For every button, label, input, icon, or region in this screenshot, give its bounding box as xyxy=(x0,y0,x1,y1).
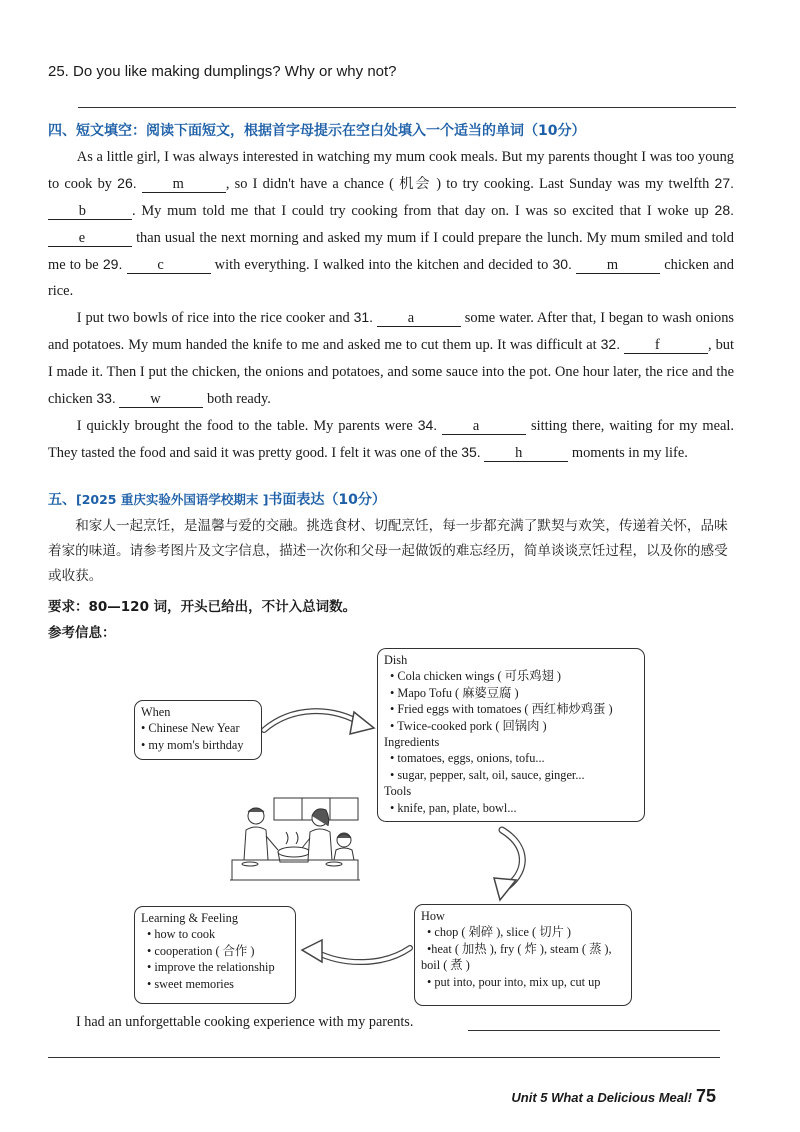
writing-prompt xyxy=(48,514,738,589)
dish-item: • Cola chicken wings ( 可乐鸡翅 ) xyxy=(390,669,561,684)
ingredients-item: • tomatoes, eggs, onions, tofu... xyxy=(390,751,545,766)
blank-number: 28. xyxy=(714,202,734,219)
cloze-passage xyxy=(48,144,734,466)
passage-text: moments in my life. xyxy=(568,445,688,462)
ingredients-item: • sugar, pepper, salt, oil, sauce, ginger... xyxy=(390,767,585,782)
blank-input[interactable]: f xyxy=(624,338,708,354)
blank-number: 35. xyxy=(461,444,481,461)
dish-item: • Twice-cooked pork ( 回锅肉 ) xyxy=(390,718,547,733)
blank-input[interactable]: w xyxy=(119,392,203,408)
feeling-item: • improve the relationship xyxy=(147,960,275,975)
blank-input[interactable]: m xyxy=(576,258,660,274)
tools-heading: Tools xyxy=(384,784,412,799)
how-item: •heat ( 加热 ), fry ( 炸 ), steam ( 蒸 ), xyxy=(427,941,612,956)
feeling-item: • how to cook xyxy=(147,927,216,942)
blank-input[interactable]: e xyxy=(48,231,132,247)
passage-paragraph xyxy=(48,304,734,412)
writing-line[interactable] xyxy=(468,1030,720,1031)
blank-input[interactable]: c xyxy=(127,258,211,274)
passage-text: chicken and rice. xyxy=(48,256,734,300)
blank-input[interactable]: a xyxy=(377,311,461,327)
passage-text: I put two bowls of rice into the rice cooker and xyxy=(76,310,354,327)
reference-label: 参考信息： xyxy=(48,625,116,641)
feeling-item: • sweet memories xyxy=(147,976,234,991)
passage-text: sitting there, waiting for my meal. They tasted the food and said it was pretty good. I felt it was one of the xyxy=(48,418,734,462)
tools-item: • knife, pan, plate, bowl... xyxy=(390,800,517,815)
when-item: • my mom's birthday xyxy=(141,737,244,752)
blank-input[interactable]: h xyxy=(484,446,568,462)
dish-item: • Mapo Tofu ( 麻婆豆腐 ) xyxy=(390,685,519,700)
page-number: 75 xyxy=(695,1086,716,1106)
opening-sentence: I had an unforgettable cooking experience with my parents. xyxy=(76,1014,414,1030)
blank-number: 34. xyxy=(417,417,438,434)
passage-text: , but I made it. Then I put the chicken, the onions and potatoes, and some sauce into the pot. One hour later, the rice and the chicken xyxy=(48,337,734,407)
question-number: 25. xyxy=(48,63,69,80)
passage-text: some water. After that, I began to wash onions and potatoes. My mum handed the knife to me and asked me to cut them up. It was difficult at xyxy=(48,310,734,354)
dish-item: • Fried eggs with tomatoes ( 西红柿炒鸡蛋 ) xyxy=(390,702,613,717)
family-cooking-illustration xyxy=(226,796,362,888)
how-heading: How xyxy=(421,909,445,923)
blank-input[interactable]: m xyxy=(142,177,226,193)
passage-paragraph xyxy=(48,412,734,466)
when-heading: When xyxy=(141,705,171,719)
blank-number: 30. xyxy=(552,255,572,272)
how-item: • put into, pour into, mix up, cut up xyxy=(427,974,601,989)
blank-input[interactable]: b xyxy=(48,204,132,220)
blank-number: 29. xyxy=(102,255,123,272)
feeling-box xyxy=(134,906,296,1004)
passage-text: both ready. xyxy=(203,390,271,407)
dish-box xyxy=(377,648,645,822)
section-4-title: 四、短文填空：阅读下面短文，根据首字母提示在空白处填入一个适当的单词（10分） xyxy=(48,123,586,139)
passage-text: with everything. I walked into the kitchen and decided to xyxy=(210,256,553,273)
section-5-heading: 书面表达（10分） xyxy=(268,492,386,508)
blank-input[interactable]: a xyxy=(442,419,526,435)
writing-opening-line xyxy=(76,1014,413,1031)
ingredients-heading: Ingredients xyxy=(384,735,440,750)
how-item: • chop ( 剁碎 ), slice ( 切片 ) xyxy=(427,925,571,940)
when-box xyxy=(134,700,262,760)
blank-number: 32. xyxy=(600,336,621,353)
passage-text: , so I didn't have a chance ( 机会 ) to try cooking. Last Sunday was my twelfth xyxy=(225,176,715,193)
blank-number: 27. xyxy=(714,175,734,192)
blank-number: 26. xyxy=(117,175,137,192)
how-box xyxy=(414,904,632,1006)
arrow-when-to-dish xyxy=(262,700,378,750)
passage-text: than usual the next morning and asked my mum if I could prepare the lunch. My mum smiled and told me to be xyxy=(48,229,734,273)
passage-text: I quickly brought the food to the table. My parents were xyxy=(76,418,418,435)
feeling-heading: Learning & Feeling xyxy=(141,911,238,925)
requirement: 要求：80—120 词，开头已给出，不计入总词数。 xyxy=(48,599,357,615)
prompt-text: 和家人一起烹饪，是温馨与爱的交融。挑选食材、切配烹饪，每一步都充满了默契与欢笑，传递着关怀，品味着家的味道。请参考图片及文字信息，描述一次你和父母一起做饭的难忘经历，简单谈谈烹饪过程，以及你的感受或收获。 xyxy=(48,518,728,584)
when-item: • Chinese New Year xyxy=(141,721,240,736)
section-5-source: [2025 重庆实验外国语学校期末 ] xyxy=(76,492,269,507)
answer-line-25[interactable] xyxy=(78,107,736,108)
section-5-prefix: 五、 xyxy=(48,492,76,508)
arrow-dish-to-how xyxy=(488,826,538,906)
dish-heading: Dish xyxy=(384,653,408,667)
question-text: Do you like making dumplings? Why or why not? xyxy=(73,63,397,80)
arrow-how-to-feeling xyxy=(298,926,414,972)
passage-text: As a little girl, I was always interested in watching my mum cook meals. But my parents thought I was too young to cook by xyxy=(48,149,734,193)
passage-text: . My mum told me that I could try cooking from that day on. I was so excited that I woke up xyxy=(132,203,715,220)
question-25 xyxy=(48,63,397,80)
blank-number: 33. xyxy=(96,389,116,406)
writing-line[interactable] xyxy=(48,1057,720,1058)
how-item: boil ( 煮 ) xyxy=(421,958,470,973)
unit-title: Unit 5 What a Delicious Meal! xyxy=(511,1090,692,1105)
passage-paragraph xyxy=(48,144,734,304)
feeling-item: • cooperation ( 合作 ) xyxy=(147,943,255,958)
blank-number: 31. xyxy=(353,309,374,326)
page-footer xyxy=(511,1086,716,1107)
section-5-title xyxy=(48,489,386,509)
